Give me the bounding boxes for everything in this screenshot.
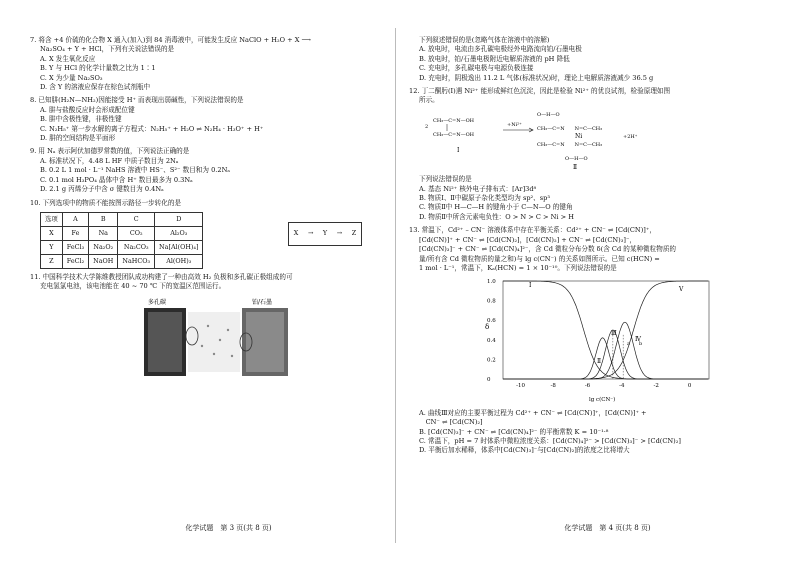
question-stem: 9. 用 Nₐ 表示阿伏加德罗常数的值，下列说法正确的是: [30, 147, 190, 156]
y-tick-label: 0: [487, 377, 491, 384]
option-d: D. 含 Y 的溶液应保存在棕色试剂瓶中: [40, 83, 151, 92]
question-7: [30, 36, 383, 92]
distribution-curve-3: [503, 330, 708, 379]
y-tick-label: 0.4: [487, 338, 496, 345]
question-stem: 充电氢氯电池，该电池能在 40 ~ 70 ℃ 下的宽温区范围运行。: [40, 282, 226, 291]
question-stem: 11. 中国科学技术大学陈维教授团队成功构建了一种由高效 H₂ 负极和多孔碳正极组成的可: [30, 272, 293, 281]
option-d: D. 物质Ⅱ中所含元素电负性：O > N > C > Ni > H: [419, 212, 574, 221]
question-stem: [Cd(CN)₃]⁻ + CN⁻ ⇌ [Cd(CN)₄]²⁻，含 Cd 微粒分布分数 δ(含 Cd 的某种微粒物质的: [419, 245, 677, 254]
ion: [207, 325, 209, 327]
question-stem: 10. 下列选项中的物质不能按图示路径一步转化的是: [30, 198, 182, 207]
option-b: B. [Cd(CN)₃]⁻ + CN⁻ ⇌ [Cd(CN)₄]²⁻ 的平衡常数 K = 10⁻¹·⁸: [419, 427, 609, 436]
ion: [201, 345, 203, 347]
option-b: B. Y 与 HCl 的化学计量数之比为 1∶1: [40, 64, 156, 73]
conversion-table: [40, 212, 203, 269]
page-4: [397, 0, 794, 561]
table-row: 选项 A B C D: [41, 212, 203, 226]
question-stem: 下列说法错误的是: [419, 175, 472, 184]
y-tick-label: 0.8: [487, 298, 496, 305]
option-c: C. 常温下，pH = 7 时体系中微粒浓度关系：[Cd(CN)₄]²⁻ > [Cd(CN)₃]⁻ > [Cd(CN)₂]: [419, 436, 681, 445]
curve-label-V: Ⅴ: [679, 286, 684, 294]
label-II: Ⅱ: [573, 163, 578, 170]
molecule-i-row2: CH₃—C=N—OH: [433, 131, 475, 138]
option-d: D. 平衡后加水稀释，体系中[Cd(CN)₃]⁻与[Cd(CN)₂]的浓度之比将增大: [419, 446, 630, 455]
question-stem: 1 mol · L⁻¹，常温下，Kₐ(HCN) = 1 × 10⁻¹⁰。下列说法错误的是: [419, 263, 617, 272]
page-footer: 化学试题 第 4 页(共 8 页): [564, 524, 651, 532]
label-pt-graphite: 铂/石墨: [252, 298, 273, 306]
option-d: D. 充电时，阴极逸出 11.2 L 气体(标准状况)时，理论上电解质溶液减少 36.5 g: [419, 73, 654, 82]
option-b: B. 放电时，铂/石墨电极附近电解质溶液的 pH 降低: [419, 54, 570, 63]
option-a: A. 曲线Ⅲ对应的主要平衡过程为 Cd²⁺ + CN⁻ ⇌ [Cd(CN)]⁺，[Cd(CN)]⁺ +: [419, 408, 647, 417]
y-axis-label: δ: [485, 323, 490, 332]
ion: [219, 339, 221, 341]
x-tick-label: -6: [584, 383, 591, 390]
option-c: C. X 为少量 Na₂SO₃: [40, 73, 103, 82]
curve-label-III: Ⅲ: [611, 330, 617, 338]
table-row: Z FeCl₂ NaOH NaHCO₃ Al(OH)₃: [41, 254, 203, 268]
table-row: X Fe Na CO₂ Al₂O₃: [41, 226, 203, 240]
y-tick-label: 0.6: [487, 318, 496, 325]
molecule-ii-top: O—H—O: [537, 111, 560, 118]
arrow-icon: →: [336, 229, 343, 238]
option-a: A. X 发生氧化反应: [40, 54, 96, 63]
arrow-icon: →: [307, 229, 314, 238]
point-a: a: [627, 341, 630, 348]
x-axis-label: lg c(CN⁻): [589, 397, 616, 404]
question-stem: 下列叙述错误的是(忽略气体在溶液中的溶解): [419, 36, 550, 44]
option-b: B. 0.2 L 1 mol · L⁻¹ NaHS 溶液中 HS⁻、S²⁻ 数目和为 0.2Nₐ: [40, 166, 230, 175]
question-stem: [Cd(CN)]⁺ + CN⁻ ⇌ [Cd(CN)₂]，[Cd(CN)₂] + CN⁻ ⇌ [Cd(CN)₃]⁻，: [419, 235, 637, 244]
x-tick-label: -10: [516, 383, 526, 390]
x-tick-label: 0: [687, 383, 692, 390]
option-c: C. 充电时，多孔碳电极与电源负极连接: [419, 64, 534, 73]
question-stem: 量/所有含 Cd 微粒物质的量之和)与 lg c(CN⁻) 的关系如图所示。已知 c(HCN) =: [419, 254, 660, 263]
node-x: X: [293, 229, 299, 238]
question-10: [30, 199, 383, 269]
option-a: A. 基态 Ni²⁺ 核外电子排布式：[Ar]3d⁸: [419, 184, 537, 193]
question-12: [409, 87, 772, 222]
electrolyte: [188, 312, 240, 372]
distribution-chart: [479, 275, 719, 405]
distribution-curve-2: [503, 338, 708, 379]
label-porous-carbon: 多孔碳: [148, 298, 167, 306]
curve-label-IV: Ⅳ: [635, 336, 641, 344]
y-tick-label: 0.2: [487, 357, 496, 364]
ni-center: Ni: [575, 132, 583, 140]
byproduct: +2H⁺: [623, 133, 638, 140]
question-11: [30, 273, 383, 381]
page-footer: 化学试题 第 3 页(共 8 页): [185, 524, 272, 532]
question-stem: Na₂SO₄ + Y + HCl，下列有关说法错误的是: [40, 45, 175, 54]
option-d: D. 肼的空间结构是平面形: [40, 134, 116, 143]
question-13: [409, 226, 772, 455]
option-a: A. 标准状况下，4.48 L HF 中质子数目为 2Nₐ: [40, 156, 179, 165]
question-11-continued: [409, 36, 772, 83]
option-b: B. 肼中含极性键，非极性键: [40, 115, 122, 124]
question-8: [30, 96, 383, 143]
molecule-ii-bottom: O—H—O: [565, 155, 588, 162]
option-c: C. N₂H₅⁺ 第一步水解的离子方程式：N₂H₅⁺ + H₂O ⇌ N₂H₄ · H₃O⁺ + H⁺: [40, 124, 264, 133]
molecule-ii-mid2: CH₃—C=N N=C—CH₃: [537, 141, 603, 148]
x-tick-label: -8: [550, 383, 556, 390]
curve-label-II: Ⅱ: [597, 358, 602, 366]
ion: [213, 353, 215, 355]
option-d: D. 2.1 g 丙烯分子中含 σ 键数目为 0.4Nₐ: [40, 185, 164, 194]
option-a-cont: CN⁻ ⇌ [Cd(CN)₂]: [419, 418, 483, 427]
x-tick-label: -2: [653, 383, 659, 390]
distribution-curve-1: [503, 281, 708, 379]
ion: [231, 355, 233, 357]
reagent: +Ni²⁺: [507, 121, 522, 128]
porous-carbon-texture: [148, 312, 182, 372]
molecule-i-row1: CH₃—C=N—OH: [433, 117, 475, 124]
node-y: Y: [322, 229, 328, 238]
question-9: [30, 147, 383, 194]
option-a: A. 放电时，电流由多孔碳电极经外电路流向铂/石墨电极: [419, 45, 582, 54]
y-tick-label: 1.0: [487, 279, 496, 286]
table-row: Y FeCl₃ Na₂O₂ Na₂CO₃ Na[Al(OH)₄]: [41, 240, 203, 254]
question-stem: 12. 丁二酮肟(Ⅰ)遇 Ni²⁺ 能形成鲜红色沉淀，因此是检验 Ni²⁺ 的优良试剂，检验原理如图: [409, 87, 671, 96]
molecule-ii-mid: CH₃—C=N N=C—CH₃: [537, 125, 603, 132]
battery-diagram: [130, 296, 310, 378]
point-b: b: [639, 341, 643, 348]
ion: [227, 329, 229, 331]
distribution-curve-5: [503, 281, 708, 379]
option-c: C. 物质Ⅱ中 H—C—H 的键角小于 C—N—O 的键角: [419, 203, 573, 212]
x-tick-label: -4: [619, 383, 625, 390]
question-stem: 13. 常温下，Cd²⁺ – CN⁻ 溶液体系中存在平衡关系：Cd²⁺ + CN⁻ ⇌ [Cd(CN)]⁺，: [409, 226, 656, 235]
coef: 2: [425, 123, 429, 130]
node-z: Z: [351, 229, 357, 238]
option-c: C. 0.1 mol H₃PO₄ 晶体中含 H⁺ 数目最多为 0.3Nₐ: [40, 175, 193, 184]
curve-label-I: Ⅰ: [529, 282, 532, 290]
option-b: B. 物质Ⅰ、Ⅱ中碳原子杂化类型均为 sp²、sp³: [419, 194, 551, 203]
option-a: A. 肼与盐酸反应时会形成配位键: [40, 105, 135, 114]
question-stem: 所示。: [419, 96, 439, 105]
question-stem: 7. 将含 +4 价硫的化合物 X 通入(加入)到 84 消毒液中，可能发生反应 NaClO + H₂O + X ⟶: [30, 36, 311, 44]
conversion-path-diagram: [288, 222, 362, 246]
reaction-scheme: [425, 108, 725, 170]
plot-frame: [503, 281, 709, 379]
question-stem: 8. 已知肼(H₂N—NH₂)因能接受 H⁺ 而表现出弱碱性，下列说法错误的是: [30, 96, 244, 105]
label-I: Ⅰ: [457, 146, 460, 154]
